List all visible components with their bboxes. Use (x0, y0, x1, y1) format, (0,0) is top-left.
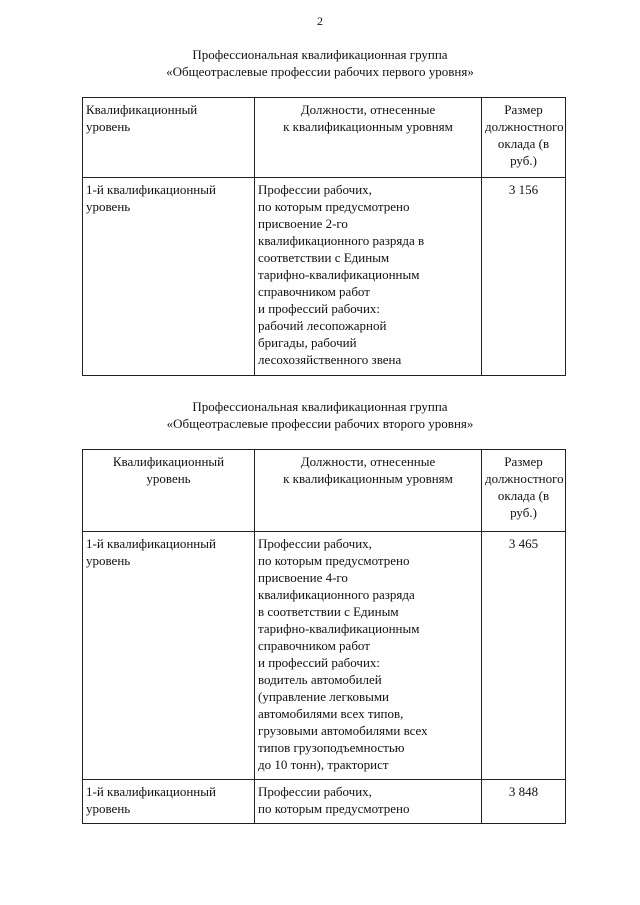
header-level: Квалификационный уровень (83, 450, 255, 532)
table-row (83, 532, 566, 780)
header-positions: Должности, отнесенные к квалификационным уровням (255, 450, 482, 532)
page-number: 2 (317, 14, 323, 28)
table-row (83, 780, 566, 824)
cell-positions: Профессии рабочих, по которым предусмотрено присвоение 2-го квалификационного разряда в соответствии с Единым тарифно-квалификационным справочником работ и профессий рабочих: рабочий лесопожарной бригады, рабочий лесохозяйственного звена (255, 178, 482, 376)
cell-positions: Профессии рабочих, по которым предусмотрено (255, 780, 482, 824)
group-2-table (82, 449, 566, 824)
header-salary: Размер должностного оклада (в руб.) (482, 98, 566, 178)
group-2-title (0, 398, 640, 432)
group-2-title-line1: Профессиональная квалификационная группа (192, 399, 448, 414)
cell-level: 1-й квалификационный уровень (83, 780, 255, 824)
cell-salary: 3 156 (482, 178, 566, 376)
group-1-title (0, 46, 640, 80)
cell-salary: 3 848 (482, 780, 566, 824)
group-1-title-line2: «Общеотраслевые профессии рабочих первого уровня» (166, 64, 474, 79)
group-1-title-line1: Профессиональная квалификационная группа (192, 47, 448, 62)
header-salary: Размер должностного оклада (в руб.) (482, 450, 566, 532)
group-2-title-line2: «Общеотраслевые профессии рабочих второго уровня» (166, 416, 474, 431)
cell-level: 1-й квалификационный уровень (83, 178, 255, 376)
table-row (83, 178, 566, 376)
header-positions: Должности, отнесенные к квалификационным уровням (255, 98, 482, 178)
cell-salary: 3 465 (482, 532, 566, 780)
group-1-table (82, 97, 566, 376)
header-level: Квалификационный уровень (83, 98, 255, 178)
table-header-row (83, 98, 566, 178)
cell-positions: Профессии рабочих, по которым предусмотрено присвоение 4-го квалификационного разряда в соответствии с Единым тарифно-квалификационным справочником работ и профессий рабочих: водитель автомобилей (управление легковыми автомобилями всех типов, грузовыми автомобилями всех типов грузоподъемностью до 10 тонн), тракторист (255, 532, 482, 780)
cell-level: 1-й квалификационный уровень (83, 532, 255, 780)
table-header-row (83, 450, 566, 532)
